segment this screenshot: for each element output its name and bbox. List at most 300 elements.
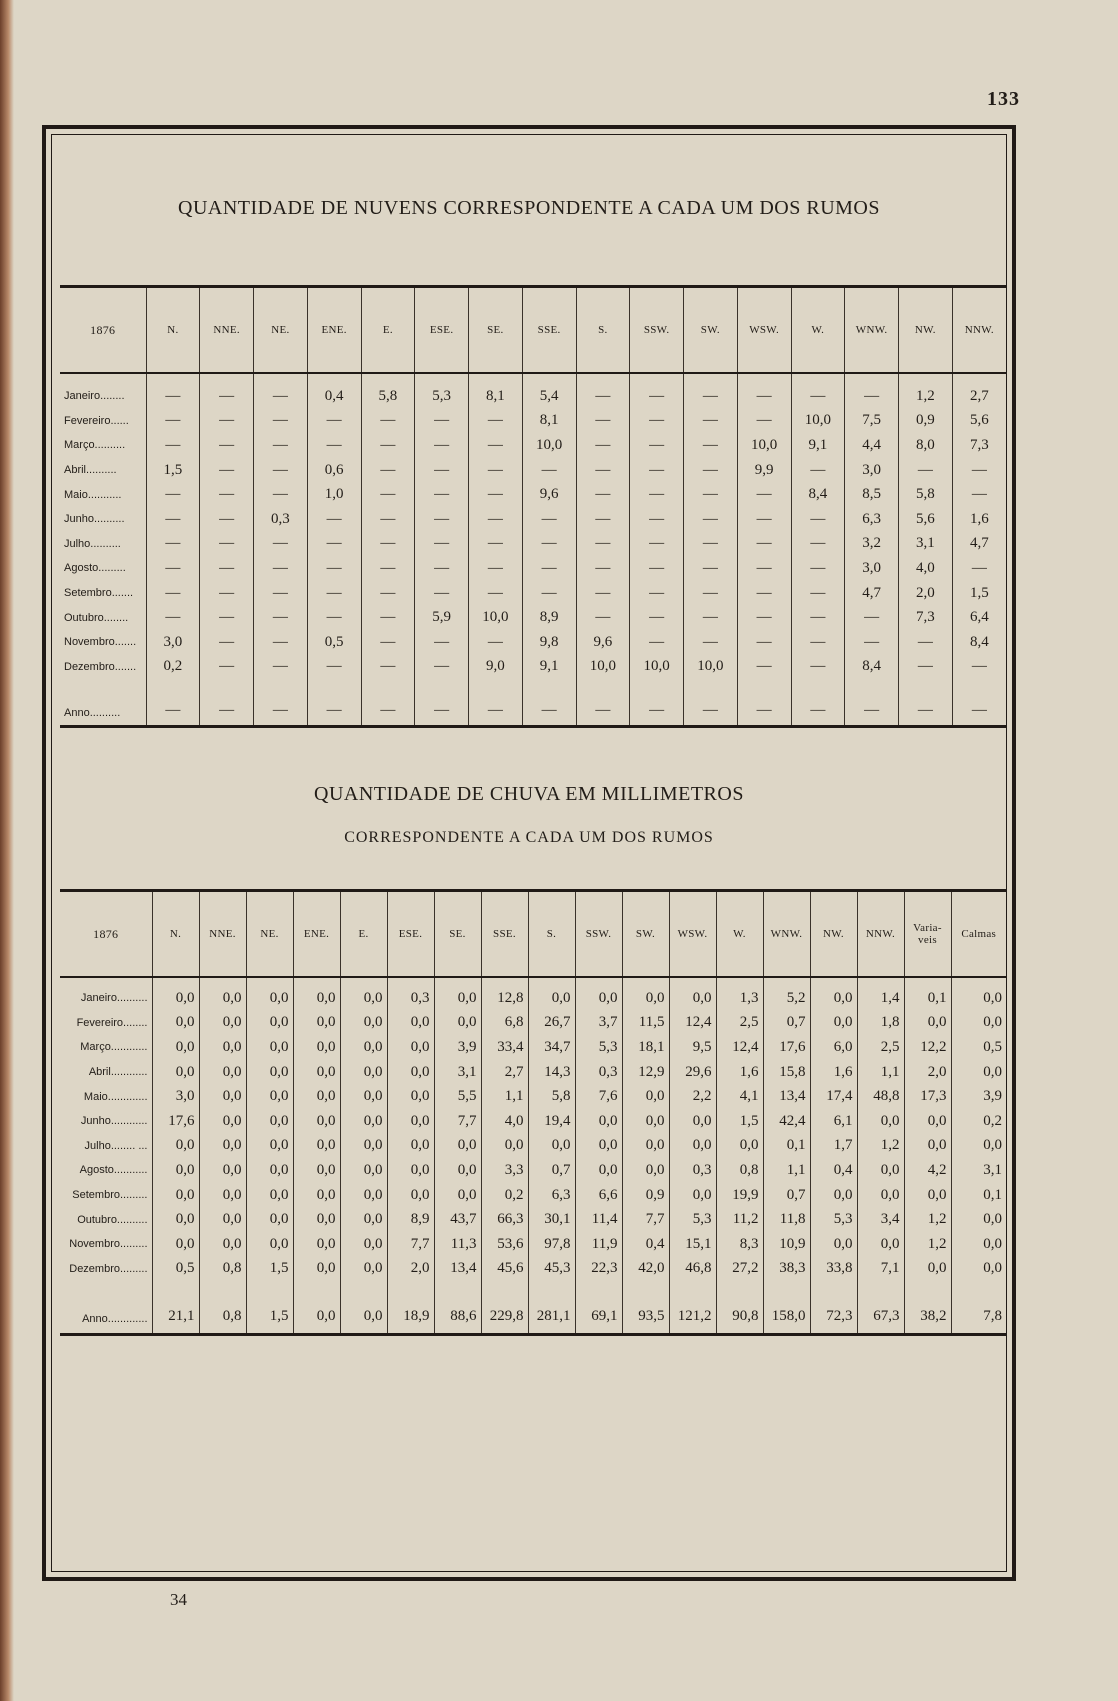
rain-row-label: Maio............. bbox=[83, 1090, 148, 1103]
rain-cell: 0,2 bbox=[951, 1109, 1006, 1134]
rain-cell: 0,0 bbox=[293, 1281, 340, 1335]
rain-row-label: Anno............. bbox=[82, 1313, 148, 1326]
clouds-cell: 10,0 bbox=[791, 409, 845, 434]
rain-cell: 48,8 bbox=[857, 1084, 904, 1109]
clouds-cell: — bbox=[737, 605, 791, 630]
clouds-cell: — bbox=[684, 605, 738, 630]
rain-cell: 33,4 bbox=[481, 1035, 528, 1060]
clouds-cell: — bbox=[845, 373, 899, 409]
rain-cell: 0,0 bbox=[199, 1011, 246, 1036]
clouds-cell: — bbox=[200, 556, 254, 581]
rain-cell: 3,9 bbox=[951, 1084, 1006, 1109]
clouds-cell: — bbox=[576, 605, 630, 630]
clouds-cell: — bbox=[146, 409, 200, 434]
clouds-row-label: Julho.......... bbox=[64, 537, 121, 550]
clouds-column-header: W. bbox=[791, 287, 845, 374]
rain-cell: 0,0 bbox=[199, 1232, 246, 1257]
rain-cell: 229,8 bbox=[481, 1281, 528, 1335]
rain-cell: 0,0 bbox=[152, 1158, 199, 1183]
rain-cell: 3,1 bbox=[951, 1158, 1006, 1183]
clouds-cell: — bbox=[630, 532, 684, 557]
clouds-cell: — bbox=[899, 655, 953, 680]
rain-cell: 1,6 bbox=[716, 1060, 763, 1085]
clouds-cell: 9,6 bbox=[576, 630, 630, 655]
clouds-table bbox=[60, 285, 1006, 728]
rain-cell: 0,0 bbox=[622, 977, 669, 1011]
rain-cell: 4,2 bbox=[904, 1158, 951, 1183]
rain-cell: 0,0 bbox=[904, 1011, 951, 1036]
clouds-cell: 2,0 bbox=[899, 581, 953, 606]
clouds-cell: — bbox=[469, 458, 523, 483]
rain-column-header: W. bbox=[716, 891, 763, 978]
rain-cell: 27,2 bbox=[716, 1257, 763, 1282]
clouds-cell: 0,6 bbox=[307, 458, 361, 483]
clouds-cell: 3,2 bbox=[845, 532, 899, 557]
rain-cell: 0,0 bbox=[951, 1207, 1006, 1232]
clouds-cell: — bbox=[737, 507, 791, 532]
rain-cell: 8,9 bbox=[387, 1207, 434, 1232]
rain-column-header: SSW. bbox=[575, 891, 622, 978]
rain-cell: 5,5 bbox=[434, 1084, 481, 1109]
clouds-cell: — bbox=[791, 679, 845, 727]
clouds-cell: — bbox=[307, 679, 361, 727]
rain-cell: 0,0 bbox=[716, 1134, 763, 1159]
rain-cell: 0,0 bbox=[387, 1035, 434, 1060]
clouds-cell: 3,1 bbox=[899, 532, 953, 557]
rain-cell: 0,0 bbox=[434, 1134, 481, 1159]
rain-cell: 0,7 bbox=[763, 1011, 810, 1036]
clouds-cell: — bbox=[576, 409, 630, 434]
rain-cell: 0,4 bbox=[810, 1158, 857, 1183]
rain-cell: 0,5 bbox=[152, 1257, 199, 1282]
clouds-cell: — bbox=[845, 630, 899, 655]
clouds-column-header: NE. bbox=[254, 287, 308, 374]
clouds-cell: 0,2 bbox=[146, 655, 200, 680]
rain-cell: 0,0 bbox=[152, 977, 199, 1011]
rain-cell: 0,0 bbox=[622, 1109, 669, 1134]
rain-cell: 6,6 bbox=[575, 1183, 622, 1208]
rain-cell: 1,6 bbox=[810, 1060, 857, 1085]
clouds-cell: — bbox=[254, 630, 308, 655]
clouds-cell: 0,5 bbox=[307, 630, 361, 655]
rain-cell: 0,0 bbox=[246, 1109, 293, 1134]
clouds-title: QUANTIDADE DE NUVENS CORRESPONDENTE A CADA UM DOS RUMOS bbox=[178, 197, 880, 219]
clouds-cell: — bbox=[200, 409, 254, 434]
clouds-cell: 5,8 bbox=[899, 482, 953, 507]
rain-cell: 0,0 bbox=[575, 1109, 622, 1134]
rain-cell: 0,0 bbox=[387, 1109, 434, 1134]
rain-cell: 0,0 bbox=[669, 977, 716, 1011]
rain-title: QUANTIDADE DE CHUVA EM MILLIMETROS bbox=[314, 783, 744, 805]
clouds-cell: 9,1 bbox=[791, 433, 845, 458]
clouds-column-header: WSW. bbox=[737, 287, 791, 374]
rain-cell: 0,0 bbox=[951, 1011, 1006, 1036]
clouds-cell: — bbox=[254, 458, 308, 483]
rain-cell: 0,5 bbox=[951, 1035, 1006, 1060]
rain-cell: 0,2 bbox=[481, 1183, 528, 1208]
clouds-cell: — bbox=[361, 679, 415, 727]
rain-cell: 11,8 bbox=[763, 1207, 810, 1232]
rain-cell: 17,4 bbox=[810, 1084, 857, 1109]
clouds-cell: — bbox=[254, 605, 308, 630]
clouds-cell: — bbox=[791, 458, 845, 483]
clouds-cell: — bbox=[630, 605, 684, 630]
page-binding-edge bbox=[0, 0, 14, 1701]
rain-cell: 19,9 bbox=[716, 1183, 763, 1208]
rain-cell: 0,0 bbox=[340, 1011, 387, 1036]
clouds-cell: — bbox=[146, 433, 200, 458]
rain-cell: 0,4 bbox=[622, 1232, 669, 1257]
rain-cell: 6,0 bbox=[810, 1035, 857, 1060]
rain-row-label: Abril............ bbox=[88, 1066, 148, 1079]
clouds-cell: — bbox=[576, 482, 630, 507]
clouds-row-label: Maio........... bbox=[64, 488, 122, 501]
rain-column-header: NNE. bbox=[199, 891, 246, 978]
clouds-cell: — bbox=[361, 556, 415, 581]
rain-cell: 42,4 bbox=[763, 1109, 810, 1134]
rain-table-row bbox=[60, 1134, 1006, 1159]
clouds-cell: — bbox=[415, 507, 469, 532]
clouds-cell: — bbox=[899, 458, 953, 483]
rain-table-row bbox=[60, 1035, 1006, 1060]
clouds-cell: 10,0 bbox=[469, 605, 523, 630]
clouds-cell: 9,9 bbox=[737, 458, 791, 483]
rain-cell: 43,7 bbox=[434, 1207, 481, 1232]
rain-cell: 0,0 bbox=[340, 1257, 387, 1282]
clouds-row-label: Fevereiro...... bbox=[64, 414, 129, 427]
clouds-cell: — bbox=[684, 630, 738, 655]
rain-cell: 1,7 bbox=[810, 1134, 857, 1159]
clouds-cell: — bbox=[254, 556, 308, 581]
rain-cell: 11,4 bbox=[575, 1207, 622, 1232]
clouds-cell: — bbox=[307, 655, 361, 680]
rain-row-label: Dezembro......... bbox=[69, 1262, 148, 1275]
rain-cell: 15,1 bbox=[669, 1232, 716, 1257]
rain-table-row bbox=[60, 1011, 1006, 1036]
clouds-table-row bbox=[60, 373, 1006, 409]
rain-column-header: N. bbox=[152, 891, 199, 978]
signature-mark: 34 bbox=[170, 1590, 187, 1609]
rain-cell: 46,8 bbox=[669, 1257, 716, 1282]
rain-cell: 0,0 bbox=[199, 1158, 246, 1183]
rain-cell: 0,0 bbox=[387, 1060, 434, 1085]
rain-column-header: NNW. bbox=[857, 891, 904, 978]
clouds-cell: — bbox=[630, 630, 684, 655]
rain-cell: 0,0 bbox=[575, 977, 622, 1011]
rain-cell: 0,0 bbox=[904, 1109, 951, 1134]
rain-cell: 7,8 bbox=[951, 1281, 1006, 1335]
clouds-cell: — bbox=[522, 679, 576, 727]
rain-cell: 0,0 bbox=[340, 1183, 387, 1208]
clouds-cell: — bbox=[522, 458, 576, 483]
rain-cell: 0,0 bbox=[951, 1134, 1006, 1159]
clouds-cell: — bbox=[361, 482, 415, 507]
clouds-cell: — bbox=[684, 507, 738, 532]
rain-cell: 7,1 bbox=[857, 1257, 904, 1282]
clouds-cell: 1,5 bbox=[952, 581, 1006, 606]
clouds-row-label: Junho.......... bbox=[64, 513, 125, 526]
rain-cell: 0,0 bbox=[622, 1134, 669, 1159]
rain-cell: 0,0 bbox=[340, 1060, 387, 1085]
rain-cell: 0,3 bbox=[669, 1158, 716, 1183]
rain-cell: 0,0 bbox=[481, 1134, 528, 1159]
rain-cell: 158,0 bbox=[763, 1281, 810, 1335]
rain-table-row bbox=[60, 1207, 1006, 1232]
clouds-cell: 8,9 bbox=[522, 605, 576, 630]
clouds-cell: 8,4 bbox=[845, 655, 899, 680]
clouds-cell: — bbox=[200, 373, 254, 409]
rain-cell: 11,5 bbox=[622, 1011, 669, 1036]
rain-cell: 0,0 bbox=[199, 1183, 246, 1208]
clouds-cell: — bbox=[952, 458, 1006, 483]
rain-cell: 5,8 bbox=[528, 1084, 575, 1109]
rain-cell: 0,0 bbox=[434, 1158, 481, 1183]
clouds-column-header: ESE. bbox=[415, 287, 469, 374]
rain-column-header: SSE. bbox=[481, 891, 528, 978]
clouds-cell: — bbox=[684, 532, 738, 557]
clouds-cell: — bbox=[576, 532, 630, 557]
clouds-cell: — bbox=[307, 409, 361, 434]
rain-column-header: NW. bbox=[810, 891, 857, 978]
rain-cell: 0,0 bbox=[199, 1060, 246, 1085]
clouds-cell: — bbox=[146, 482, 200, 507]
clouds-cell: — bbox=[361, 507, 415, 532]
clouds-cell: — bbox=[791, 556, 845, 581]
rain-cell: 0,0 bbox=[669, 1109, 716, 1134]
clouds-cell: — bbox=[307, 433, 361, 458]
rain-cell: 0,0 bbox=[293, 1060, 340, 1085]
clouds-cell: 10,0 bbox=[630, 655, 684, 680]
clouds-table-row bbox=[60, 409, 1006, 434]
rain-cell: 5,3 bbox=[810, 1207, 857, 1232]
rain-cell: 72,3 bbox=[810, 1281, 857, 1335]
clouds-cell: — bbox=[361, 409, 415, 434]
rain-cell: 0,0 bbox=[340, 1134, 387, 1159]
clouds-table-row bbox=[60, 605, 1006, 630]
clouds-column-header: E. bbox=[361, 287, 415, 374]
clouds-table-row bbox=[60, 507, 1006, 532]
clouds-table-row bbox=[60, 581, 1006, 606]
rain-cell: 0,0 bbox=[669, 1134, 716, 1159]
clouds-cell: — bbox=[200, 581, 254, 606]
rain-cell: 0,0 bbox=[387, 1183, 434, 1208]
rain-cell: 0,0 bbox=[246, 1084, 293, 1109]
rain-cell: 18,1 bbox=[622, 1035, 669, 1060]
rain-cell: 0,0 bbox=[904, 1183, 951, 1208]
rain-cell: 93,5 bbox=[622, 1281, 669, 1335]
rain-cell: 2,2 bbox=[669, 1084, 716, 1109]
clouds-cell: — bbox=[361, 630, 415, 655]
clouds-cell: — bbox=[576, 433, 630, 458]
rain-cell: 17,6 bbox=[763, 1035, 810, 1060]
rain-cell: 0,0 bbox=[622, 1084, 669, 1109]
rain-cell: 0,0 bbox=[246, 1183, 293, 1208]
rain-cell: 0,0 bbox=[951, 1257, 1006, 1282]
rain-cell: 0,0 bbox=[340, 1109, 387, 1134]
clouds-cell: 3,0 bbox=[845, 556, 899, 581]
clouds-cell: — bbox=[469, 679, 523, 727]
rain-cell: 0,3 bbox=[575, 1060, 622, 1085]
clouds-cell: 10,0 bbox=[576, 655, 630, 680]
clouds-cell: — bbox=[361, 433, 415, 458]
clouds-cell: — bbox=[361, 581, 415, 606]
rain-cell: 0,0 bbox=[293, 1158, 340, 1183]
rain-row-label: Outubro.......... bbox=[77, 1213, 148, 1226]
rain-cell: 12,8 bbox=[481, 977, 528, 1011]
rain-cell: 0,0 bbox=[575, 1158, 622, 1183]
rain-cell: 0,0 bbox=[810, 1183, 857, 1208]
clouds-cell: 1,0 bbox=[307, 482, 361, 507]
clouds-column-header: SSW. bbox=[630, 287, 684, 374]
clouds-cell: — bbox=[254, 679, 308, 727]
clouds-cell: — bbox=[684, 458, 738, 483]
rain-cell: 3,7 bbox=[575, 1011, 622, 1036]
clouds-cell: — bbox=[522, 532, 576, 557]
clouds-column-header: NNW. bbox=[952, 287, 1006, 374]
rain-row-label: Novembro......... bbox=[69, 1238, 148, 1251]
clouds-cell: 7,3 bbox=[952, 433, 1006, 458]
rain-cell: 0,0 bbox=[951, 1232, 1006, 1257]
clouds-row-label: Agosto......... bbox=[64, 562, 126, 575]
clouds-cell: — bbox=[791, 373, 845, 409]
clouds-cell: — bbox=[899, 630, 953, 655]
clouds-cell: — bbox=[469, 630, 523, 655]
clouds-cell: — bbox=[737, 679, 791, 727]
clouds-cell: 9,6 bbox=[522, 482, 576, 507]
rain-cell: 67,3 bbox=[857, 1281, 904, 1335]
rain-cell: 0,0 bbox=[246, 1011, 293, 1036]
rain-cell: 281,1 bbox=[528, 1281, 575, 1335]
rain-cell: 21,1 bbox=[152, 1281, 199, 1335]
clouds-cell: — bbox=[469, 482, 523, 507]
rain-cell: 0,0 bbox=[246, 1232, 293, 1257]
rain-cell: 0,0 bbox=[246, 1134, 293, 1159]
rain-cell: 0,0 bbox=[152, 1134, 199, 1159]
clouds-cell: — bbox=[630, 482, 684, 507]
rain-cell: 0,0 bbox=[246, 977, 293, 1011]
clouds-cell: — bbox=[630, 507, 684, 532]
rain-cell: 38,2 bbox=[904, 1281, 951, 1335]
rain-table-row bbox=[60, 1257, 1006, 1282]
clouds-column-header: WNW. bbox=[845, 287, 899, 374]
clouds-cell: — bbox=[791, 581, 845, 606]
clouds-cell: — bbox=[307, 581, 361, 606]
clouds-cell: — bbox=[307, 556, 361, 581]
rain-cell: 12,9 bbox=[622, 1060, 669, 1085]
rain-cell: 0,1 bbox=[763, 1134, 810, 1159]
rain-cell: 12,4 bbox=[669, 1011, 716, 1036]
rain-cell: 13,4 bbox=[763, 1084, 810, 1109]
rain-cell: 0,0 bbox=[340, 1232, 387, 1257]
clouds-cell: — bbox=[415, 556, 469, 581]
clouds-row-label: Novembro....... bbox=[64, 636, 137, 649]
clouds-cell: 8,1 bbox=[522, 409, 576, 434]
rain-cell: 0,1 bbox=[904, 977, 951, 1011]
rain-cell: 12,4 bbox=[716, 1035, 763, 1060]
rain-column-header: E. bbox=[340, 891, 387, 978]
clouds-cell: — bbox=[200, 482, 254, 507]
clouds-cell: — bbox=[254, 532, 308, 557]
rain-cell: 1,5 bbox=[246, 1281, 293, 1335]
rain-cell: 97,8 bbox=[528, 1232, 575, 1257]
rain-cell: 6,3 bbox=[528, 1183, 575, 1208]
clouds-cell: — bbox=[576, 373, 630, 409]
rain-cell: 0,0 bbox=[293, 1134, 340, 1159]
rain-row-label: Janeiro.......... bbox=[80, 992, 148, 1005]
rain-cell: 0,0 bbox=[528, 977, 575, 1011]
clouds-row-label: Abril.......... bbox=[64, 464, 117, 477]
rain-cell: 69,1 bbox=[575, 1281, 622, 1335]
clouds-cell: 1,5 bbox=[146, 458, 200, 483]
rain-cell: 0,0 bbox=[810, 1232, 857, 1257]
rain-cell: 1,1 bbox=[857, 1060, 904, 1085]
clouds-cell: — bbox=[791, 655, 845, 680]
clouds-cell: 4,0 bbox=[899, 556, 953, 581]
clouds-cell: 10,0 bbox=[522, 433, 576, 458]
clouds-cell: 5,3 bbox=[415, 373, 469, 409]
rain-cell: 15,8 bbox=[763, 1060, 810, 1085]
clouds-column-header: SW. bbox=[684, 287, 738, 374]
rain-cell: 0,0 bbox=[951, 1060, 1006, 1085]
rain-cell: 0,0 bbox=[387, 1158, 434, 1183]
clouds-cell: — bbox=[630, 679, 684, 727]
clouds-cell: — bbox=[576, 458, 630, 483]
rain-table-row bbox=[60, 1084, 1006, 1109]
rain-cell: 66,3 bbox=[481, 1207, 528, 1232]
clouds-cell: 8,0 bbox=[899, 433, 953, 458]
rain-row-label: Março............ bbox=[80, 1041, 148, 1054]
clouds-cell: — bbox=[630, 409, 684, 434]
rain-cell: 0,0 bbox=[293, 1035, 340, 1060]
rain-table-row bbox=[60, 1281, 1006, 1335]
rain-cell: 5,3 bbox=[669, 1207, 716, 1232]
rain-cell: 34,7 bbox=[528, 1035, 575, 1060]
clouds-cell: — bbox=[200, 458, 254, 483]
rain-header-year: 1876 bbox=[60, 891, 152, 978]
clouds-column-header: NW. bbox=[899, 287, 953, 374]
rain-cell: 3,1 bbox=[434, 1060, 481, 1085]
clouds-cell: — bbox=[630, 556, 684, 581]
rain-cell: 5,2 bbox=[763, 977, 810, 1011]
clouds-table-row bbox=[60, 679, 1006, 727]
clouds-cell: — bbox=[737, 409, 791, 434]
clouds-cell: — bbox=[415, 433, 469, 458]
rain-cell: 0,0 bbox=[293, 1207, 340, 1232]
rain-cell: 11,9 bbox=[575, 1232, 622, 1257]
rain-cell: 1,8 bbox=[857, 1011, 904, 1036]
rain-column-header: NE. bbox=[246, 891, 293, 978]
rain-cell: 42,0 bbox=[622, 1257, 669, 1282]
rain-cell: 0,0 bbox=[857, 1158, 904, 1183]
clouds-cell: — bbox=[791, 605, 845, 630]
rain-cell: 0,0 bbox=[904, 1134, 951, 1159]
rain-cell: 3,9 bbox=[434, 1035, 481, 1060]
clouds-row-label: Janeiro........ bbox=[64, 390, 125, 403]
clouds-table-row bbox=[60, 532, 1006, 557]
clouds-cell: — bbox=[684, 373, 738, 409]
clouds-cell: 2,7 bbox=[952, 373, 1006, 409]
rain-row-label: Fevereiro........ bbox=[76, 1016, 148, 1029]
clouds-cell: — bbox=[737, 373, 791, 409]
clouds-column-header: S. bbox=[576, 287, 630, 374]
rain-cell: 11,2 bbox=[716, 1207, 763, 1232]
rain-cell: 0,8 bbox=[716, 1158, 763, 1183]
rain-cell: 7,7 bbox=[387, 1232, 434, 1257]
clouds-cell: — bbox=[146, 556, 200, 581]
clouds-cell: — bbox=[254, 409, 308, 434]
rain-cell: 2,5 bbox=[857, 1035, 904, 1060]
clouds-cell: — bbox=[576, 581, 630, 606]
